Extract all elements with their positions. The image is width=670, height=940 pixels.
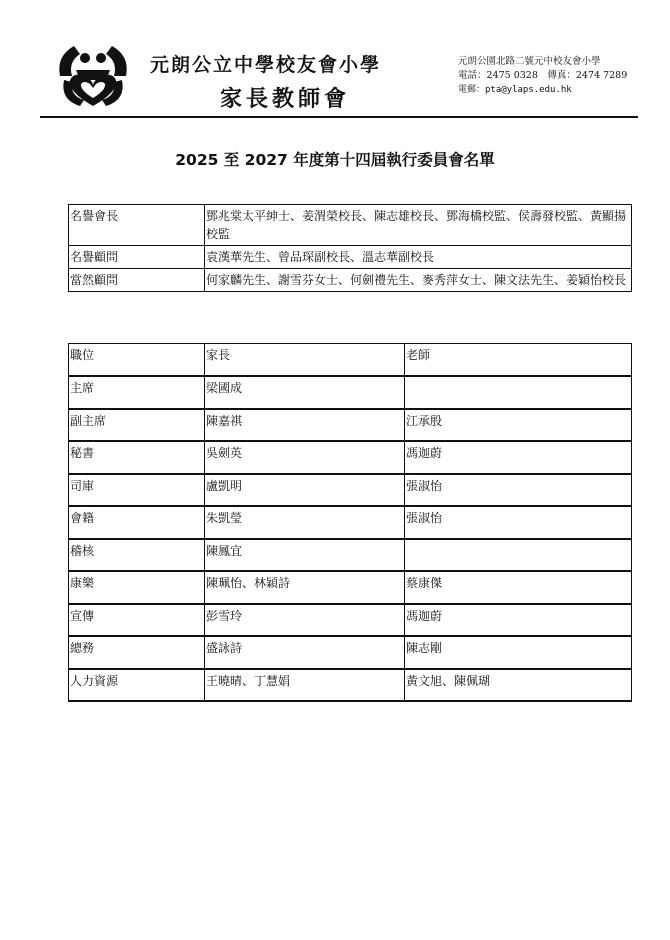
- honorary-value: 何家麟先生、謝雪芬女士、何劍禮先生、麥秀萍女士、陳文法先生、姜穎怡校長: [205, 269, 632, 292]
- teacher-cell: 陳志剛: [405, 636, 632, 669]
- school-name: 元朗公立中學校友會小學: [150, 54, 382, 76]
- honorary-label: 名譽會長: [69, 205, 205, 246]
- email: 電郵：pta@ylaps.edu.hk: [458, 85, 572, 95]
- association-name: 家長教師會: [220, 86, 351, 112]
- table-row: [69, 669, 632, 702]
- table-row: [69, 474, 632, 507]
- position-cell: 總務: [69, 636, 205, 669]
- position-cell: 宣傳: [69, 604, 205, 637]
- parent-cell: 朱凱瑩: [205, 506, 405, 539]
- pta-logo-icon: [50, 40, 136, 112]
- contact-block: [458, 55, 627, 97]
- position-cell: 秘書: [69, 441, 205, 474]
- teacher-cell: 馮迦蔚: [405, 441, 632, 474]
- column-header: 老師: [405, 344, 632, 377]
- position-cell: 副主席: [69, 409, 205, 442]
- table-row: [69, 506, 632, 539]
- parent-cell: 陳珮怡、林穎詩: [205, 571, 405, 604]
- position-cell: 稽核: [69, 539, 205, 572]
- teacher-cell: [405, 376, 632, 409]
- teacher-cell: [405, 539, 632, 572]
- page-title: 2025 至 2027 年度第十四屆執行委員會名單: [175, 151, 495, 169]
- honorary-value: 袁漢華先生、曾品琛副校長、溫志華副校長: [205, 246, 632, 269]
- parent-cell: 陳鳳宜: [205, 539, 405, 572]
- parent-cell: 盧凱明: [205, 474, 405, 507]
- position-cell: 會籍: [69, 506, 205, 539]
- honorary-table: [68, 204, 632, 292]
- column-header: 家長: [205, 344, 405, 377]
- table-row: [69, 571, 632, 604]
- table-row: [69, 636, 632, 669]
- position-cell: 主席: [69, 376, 205, 409]
- table-row: [69, 246, 632, 269]
- table-row: [69, 441, 632, 474]
- table-header-row: [69, 344, 632, 377]
- teacher-cell: 江承殷: [405, 409, 632, 442]
- teacher-cell: 蔡康傑: [405, 571, 632, 604]
- column-header: 職位: [69, 344, 205, 377]
- teacher-cell: 馮迦蔚: [405, 604, 632, 637]
- position-cell: 人力資源: [69, 669, 205, 702]
- honorary-label: 名譽顧問: [69, 246, 205, 269]
- table-row: [69, 409, 632, 442]
- address: 元朗公園北路二號元中校友會小學: [458, 56, 601, 67]
- teacher-cell: 張淑怡: [405, 506, 632, 539]
- parent-cell: 彭雪玲: [205, 604, 405, 637]
- position-cell: 司庫: [69, 474, 205, 507]
- parent-cell: 陳嘉祺: [205, 409, 405, 442]
- committee-table: [68, 343, 632, 702]
- position-cell: 康樂: [69, 571, 205, 604]
- table-row: [69, 604, 632, 637]
- table-row: [69, 269, 632, 292]
- parent-cell: 王曉晴、丁慧娟: [205, 669, 405, 702]
- table-row: [69, 539, 632, 572]
- parent-cell: 梁國成: [205, 376, 405, 409]
- table-row: [69, 205, 632, 246]
- phone-fax: 電話：2475 0328 傳真：2474 7289: [458, 70, 628, 81]
- honorary-value: 鄧兆棠太平紳士、姜渭榮校長、陳志雄校長、鄧海橋校監、侯壽發校監、黃顯揚校監: [205, 205, 632, 246]
- teacher-cell: 張淑怡: [405, 474, 632, 507]
- parent-cell: 吳劍英: [205, 441, 405, 474]
- honorary-label: 當然顧問: [69, 269, 205, 292]
- parent-cell: 盛詠詩: [205, 636, 405, 669]
- table-row: [69, 376, 632, 409]
- teacher-cell: 黃文旭、陳佩瑚: [405, 669, 632, 702]
- header-divider: [40, 116, 638, 118]
